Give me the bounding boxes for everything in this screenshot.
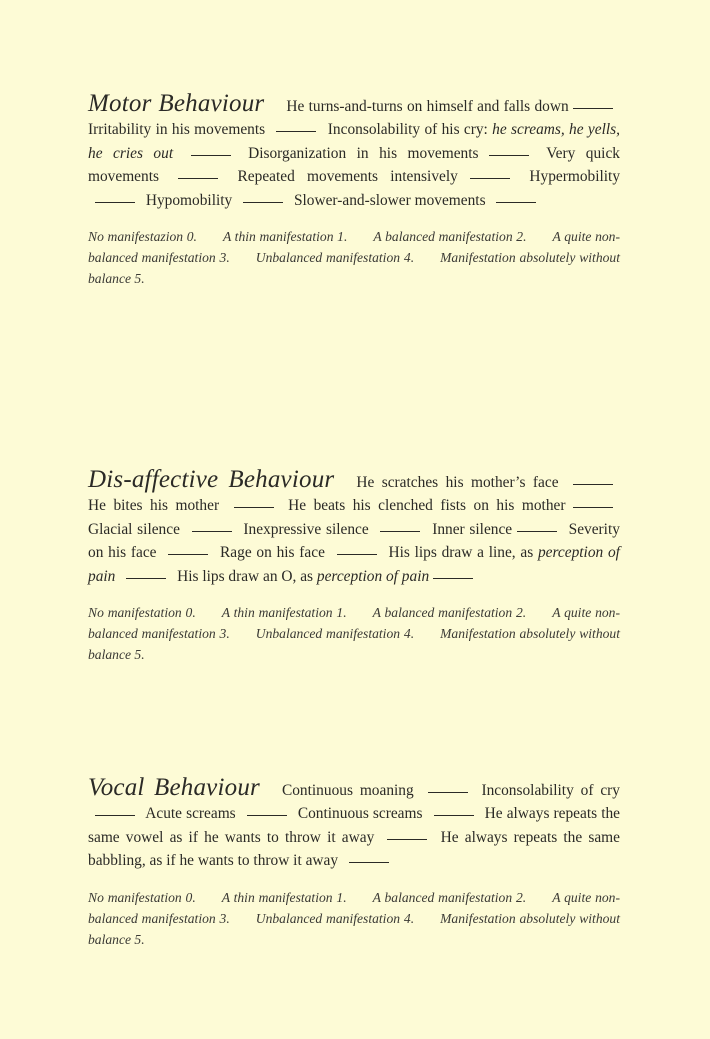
legend-item: A balanced manifestation 2. [373,229,527,245]
legend-item: A thin manifestation 1. [221,889,347,905]
rating-blank[interactable] [573,506,613,508]
legend-item: A balanced manifestation 2. [372,889,527,905]
legend-item: Manifestation absolutely without balance 5. [88,250,620,287]
rating-blank[interactable] [337,553,377,555]
behaviour-item: He always repeats the same vowel as if he wants to throw it away [88,805,620,846]
legend-item: No manifestation 0. [88,605,196,621]
rating-legend [88,602,620,665]
section-vocal-behaviour [88,776,620,950]
legend-item: A thin manifestation 1. [221,605,347,621]
rating-legend [88,226,620,289]
legend-item: Manifestation absolutely without balance 5. [88,626,620,663]
behaviour-item: Slower-and-slower movements [293,191,486,209]
rating-blank[interactable] [380,530,420,532]
behaviour-item: Continuous screams [297,805,423,823]
legend-item: No manifestazion 0. [88,229,197,245]
behaviour-item: Continuous moaning [281,782,414,799]
rating-blank[interactable] [243,201,283,203]
rating-blank[interactable] [433,577,473,579]
rating-blank[interactable] [496,201,536,203]
rating-blank[interactable] [470,177,510,179]
behaviour-item-italic: he screams, he yells, he cries out [88,121,620,162]
legend-item: A quite non-balanced manifestation 3. [88,605,620,642]
section-heading: Dis-affective Behaviour [88,466,335,493]
rating-blank[interactable] [434,814,474,816]
legend-item: A quite non-balanced manifestation 3. [88,229,621,266]
legend-item: A quite non-balanced manifestation 3. [88,889,620,926]
behaviour-item: He beats his clenched fists on his mother [288,497,566,515]
behaviour-item: Glacial silence [88,520,180,538]
section-body [88,92,620,212]
behaviour-item: Severity on his face [88,520,620,562]
section-heading: Motor Behaviour [88,90,265,117]
rating-blank[interactable] [168,553,208,555]
legend-item: No manifestation 0. [88,889,196,905]
behaviour-item-italic: perception of pain [316,567,430,585]
rating-blank[interactable] [126,577,166,579]
rating-blank[interactable] [95,814,135,816]
behaviour-item: Inconsolability of his cry: [327,121,488,139]
behaviour-item: Hypermobility [529,168,621,186]
behaviour-item: His lips draw an O, as [177,567,314,585]
legend-item: Unbalanced manifestation 4. [255,250,415,266]
rating-blank[interactable] [349,861,389,863]
behaviour-item: Rage on his face [220,544,325,562]
section-heading: Vocal Behaviour [88,774,260,801]
legend-item: A thin manifestation 1. [222,229,348,245]
behaviour-item: Hypomobility [145,191,233,209]
legend-item: Manifestation absolutely without balance 5. [88,910,620,947]
behaviour-item: Acute screams [145,805,236,823]
behaviour-item: He scratches his mother’s face [356,474,559,491]
behaviour-item-italic: perception of pain [88,544,620,585]
behaviour-item: He always repeats the same babbling, as if he wants to throw it away [88,828,620,870]
behaviour-item: Disorganization in his movements [248,144,479,162]
rating-blank[interactable] [234,506,274,508]
behaviour-item: Repeated movements intensively [237,168,458,186]
rating-blank[interactable] [192,530,232,532]
rating-blank[interactable] [178,177,218,179]
section-body [88,776,620,873]
behaviour-item: His lips draw a line, as [388,544,534,562]
legend-item: Unbalanced manifestation 4. [255,910,415,926]
legend-item: A balanced manifestation 2. [372,605,527,621]
section-motor-behaviour [88,92,620,289]
rating-blank[interactable] [276,130,316,132]
section-body [88,468,620,588]
rating-blank[interactable] [387,838,427,840]
rating-blank[interactable] [247,814,287,816]
rating-blank[interactable] [95,201,135,203]
behaviour-item: He bites his mother [88,497,220,515]
rating-legend [88,887,620,950]
rating-blank[interactable] [573,483,613,485]
rating-blank[interactable] [517,530,557,532]
behaviour-item: Inner silence [432,520,513,538]
behaviour-item: Irritability in his movements [88,121,266,139]
rating-blank[interactable] [573,107,613,109]
section-dis-affective-behaviour [88,468,620,665]
legend-item: Unbalanced manifestation 4. [255,626,415,642]
behaviour-item: He turns-and-turns on himself and falls down [286,98,569,115]
rating-blank[interactable] [191,154,231,156]
behaviour-item: Very quick movements [88,144,620,186]
rating-blank[interactable] [489,154,529,156]
behaviour-item: Inconsolability of cry [481,782,620,799]
behaviour-item: Inexpressive silence [243,520,369,538]
rating-blank[interactable] [428,791,468,793]
